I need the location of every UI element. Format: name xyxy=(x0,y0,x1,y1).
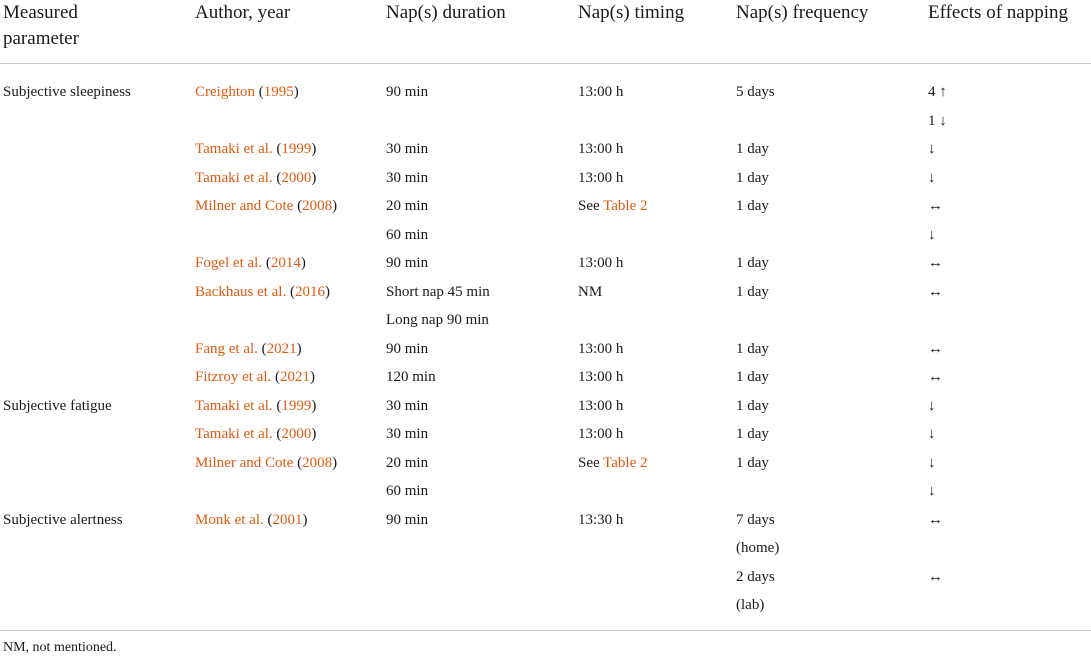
header-nap-duration: Nap(s) duration xyxy=(386,2,506,23)
nap-duration-cell: 60 min xyxy=(386,226,429,243)
table-2-link[interactable]: Table 2 xyxy=(603,454,648,471)
year-link[interactable]: 2001 xyxy=(272,511,303,528)
author-year-cell: Tamaki et al. (1999) xyxy=(195,141,317,157)
author-year-cell: Fang et al. (2021) xyxy=(195,340,302,357)
author-year-cell: Creighton (1995) xyxy=(195,84,299,100)
nap-timing-cell xyxy=(578,169,623,187)
year-link[interactable]: 2000 xyxy=(281,169,312,186)
effect-cell: ↔ xyxy=(928,568,943,585)
year-link[interactable]: 1995 xyxy=(263,84,294,100)
nap-frequency-cell: 1 day xyxy=(736,454,769,471)
nap-duration-cell: 30 min xyxy=(386,397,429,414)
nap-timing-cell xyxy=(578,283,602,301)
nap-duration-cell: 60 min xyxy=(386,483,429,499)
nap-frequency-cell: (home) xyxy=(736,540,780,556)
nap-frequency-cell: 7 days xyxy=(736,511,775,528)
author-link[interactable]: Tamaki et al. xyxy=(195,141,273,157)
nap-duration-cell: 30 min xyxy=(386,169,429,186)
nap-timing-cell xyxy=(578,340,623,358)
nap-frequency-cell: 1 day xyxy=(736,198,769,214)
year-link[interactable]: 2000 xyxy=(281,426,312,442)
timing-text: 13:00 h xyxy=(578,426,624,442)
author-link[interactable]: Tamaki et al. xyxy=(195,426,273,442)
effect-cell: ↔ xyxy=(928,198,943,214)
timing-text: 13:00 h xyxy=(578,169,624,186)
author-link[interactable]: Milner and Cote xyxy=(195,198,294,214)
nap-timing-cell xyxy=(578,197,648,215)
effect-cell: ↓ xyxy=(928,141,936,157)
nap-frequency-cell: 1 day xyxy=(736,426,769,442)
nap-duration-cell: 90 min xyxy=(386,84,429,100)
effect-cell: ↓ xyxy=(928,397,936,414)
nap-frequency-cell: 2 days xyxy=(736,568,775,585)
author-link[interactable]: Creighton xyxy=(195,84,255,100)
author-year-cell: Backhaus et al. (2016) xyxy=(195,283,330,300)
nap-duration-cell: Short nap 45 min xyxy=(386,283,490,300)
timing-text: 13:00 h xyxy=(578,84,624,100)
author-year-cell: Tamaki et al. (2000) xyxy=(195,426,317,442)
effect-cell: ↓ xyxy=(928,483,936,499)
header-measured-parameter: Measured parameter xyxy=(3,2,79,49)
header-effects-of-napping: Effects of napping xyxy=(928,2,1068,23)
nap-frequency-cell: 1 day xyxy=(736,255,769,271)
timing-text: 13:00 h xyxy=(578,141,624,157)
nap-timing-cell xyxy=(578,454,648,472)
nap-duration-cell: Long nap 90 min xyxy=(386,312,489,328)
timing-text: 13:30 h xyxy=(578,511,624,528)
author-year-cell: Monk et al. (2001) xyxy=(195,511,308,528)
nap-duration-cell: 90 min xyxy=(386,340,429,357)
author-year-cell: Milner and Cote (2008) xyxy=(195,454,338,471)
nap-timing-cell xyxy=(578,254,623,272)
nap-frequency-cell: 1 day xyxy=(736,397,769,414)
timing-text: 13:00 h xyxy=(578,340,624,357)
nap-frequency-cell: 1 day xyxy=(736,340,769,357)
nap-timing-cell xyxy=(578,425,623,443)
effect-cell: ↓ xyxy=(928,454,936,471)
nap-duration-cell: 30 min xyxy=(386,426,429,442)
effect-cell: ↓ xyxy=(928,426,936,442)
timing-text: 13:00 h xyxy=(578,369,624,385)
nap-frequency-cell: 1 day xyxy=(736,169,769,186)
year-link[interactable]: 2014 xyxy=(270,255,301,271)
nap-frequency-cell: (lab) xyxy=(736,597,765,613)
effect-cell: ↔ xyxy=(928,283,943,300)
nap-timing-cell xyxy=(578,397,623,415)
nap-duration-cell: 120 min xyxy=(386,369,436,385)
author-link[interactable]: Monk et al. xyxy=(195,511,264,528)
table-2-link[interactable]: Table 2 xyxy=(603,198,648,214)
author-year-cell: Tamaki et al. (1999) xyxy=(195,397,317,414)
nap-duration-cell: 20 min xyxy=(386,198,429,214)
nap-timing-cell xyxy=(578,83,623,101)
author-link[interactable]: Fitzroy et al. xyxy=(195,369,272,385)
author-year-cell: Tamaki et al. (2000) xyxy=(195,169,317,186)
year-link[interactable]: 2021 xyxy=(266,340,297,357)
timing-text: See xyxy=(578,454,600,471)
table-bottom-divider xyxy=(0,630,1091,631)
nap-frequency-cell: 1 day xyxy=(736,369,769,385)
nap-duration-cell: 90 min xyxy=(386,255,429,271)
nap-duration-cell: 20 min xyxy=(386,454,429,471)
timing-text: See xyxy=(578,198,600,214)
nap-timing-cell xyxy=(578,511,623,529)
measured-parameter-cell: Subjective fatigue xyxy=(3,397,112,414)
table-footnote: NM, not mentioned. xyxy=(3,640,117,655)
effect-cell: ↔ xyxy=(928,511,943,528)
header-nap-frequency: Nap(s) frequency xyxy=(736,2,869,23)
year-link[interactable]: 1999 xyxy=(281,141,312,157)
header-nap-timing: Nap(s) timing xyxy=(578,2,685,23)
author-year-cell: Milner and Cote (2008) xyxy=(195,198,338,214)
effect-cell: ↓ xyxy=(928,169,936,186)
nap-duration-cell: 90 min xyxy=(386,511,429,528)
year-link[interactable]: 2021 xyxy=(279,369,310,385)
nap-frequency-cell: 5 days xyxy=(736,84,775,100)
year-link[interactable]: 2008 xyxy=(302,198,333,214)
measured-parameter-cell: Subjective sleepiness xyxy=(3,84,131,100)
timing-text: 13:00 h xyxy=(578,397,624,414)
year-link[interactable]: 1999 xyxy=(281,397,312,414)
author-link[interactable]: Backhaus et al. xyxy=(195,283,287,300)
author-link[interactable]: Milner and Cote xyxy=(195,454,294,471)
author-year-cell: Fogel et al. (2014) xyxy=(195,255,306,271)
measured-parameter-cell: Subjective alertness xyxy=(3,511,123,528)
effect-cell: 4 ↑ xyxy=(928,84,947,100)
nap-frequency-cell: 1 day xyxy=(736,283,769,300)
effect-cell: ↔ xyxy=(928,255,943,271)
author-link[interactable]: Fogel et al. xyxy=(195,255,263,271)
header-author-year: Author, year xyxy=(195,2,291,23)
author-link[interactable]: Tamaki et al. xyxy=(195,397,273,414)
author-year-cell: Fitzroy et al. (2021) xyxy=(195,369,315,385)
effect-cell: ↔ xyxy=(928,340,943,357)
nap-timing-cell xyxy=(578,368,623,386)
timing-text: 13:00 h xyxy=(578,255,624,271)
author-link[interactable]: Fang et al. xyxy=(195,340,258,357)
author-link[interactable]: Tamaki et al. xyxy=(195,169,273,186)
nap-duration-cell: 30 min xyxy=(386,141,429,157)
effect-cell: 1 ↓ xyxy=(928,112,947,129)
year-link[interactable]: 2016 xyxy=(294,283,325,300)
timing-text: NM xyxy=(578,283,603,300)
effect-cell: ↔ xyxy=(928,369,943,385)
nap-frequency-cell: 1 day xyxy=(736,141,769,157)
effect-cell: ↓ xyxy=(928,226,936,243)
nap-timing-cell xyxy=(578,140,623,158)
year-link[interactable]: 2008 xyxy=(302,454,333,471)
header-divider xyxy=(0,63,1091,64)
